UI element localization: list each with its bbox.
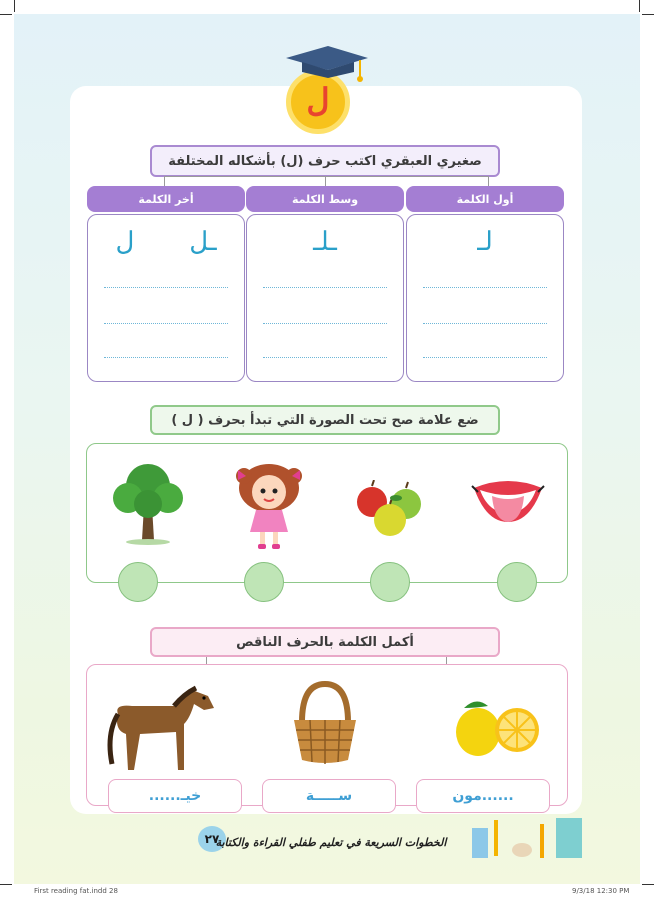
lemon-icon — [446, 694, 542, 760]
tree-icon — [112, 460, 184, 546]
section1-title: صغيري العبقري اكتب حرف (ل) بأشكاله المختلفة — [150, 145, 500, 177]
writing-line[interactable] — [423, 287, 547, 288]
writing-line[interactable] — [104, 357, 228, 358]
connector-line — [446, 657, 447, 664]
column-header-start: أول الكلمة — [406, 186, 564, 212]
writing-line[interactable] — [104, 287, 228, 288]
connector-line — [206, 657, 207, 664]
crop-mark — [642, 884, 654, 885]
badge-letter: ل — [306, 81, 330, 119]
connector-line — [164, 176, 165, 186]
crop-mark — [14, 0, 15, 12]
writing-column-middle[interactable] — [246, 214, 404, 382]
apples-icon — [352, 480, 428, 538]
crop-mark — [639, 0, 640, 12]
answer-circle[interactable] — [244, 562, 284, 602]
writing-column-end[interactable] — [87, 214, 245, 382]
writing-line[interactable] — [263, 357, 387, 358]
writing-line[interactable] — [263, 323, 387, 324]
writing-column-start[interactable] — [406, 214, 564, 382]
slug-file: First reading fat.indd 28 — [34, 887, 118, 895]
answer-box-lemon[interactable]: ......مون — [416, 779, 550, 813]
crop-mark — [0, 884, 12, 885]
letter-form: ل — [115, 227, 135, 257]
graduation-cap-icon — [284, 44, 370, 84]
connector-line — [488, 176, 489, 186]
writing-line[interactable] — [423, 357, 547, 358]
connector-line — [325, 176, 326, 186]
writing-line[interactable] — [423, 323, 547, 324]
writing-line[interactable] — [263, 287, 387, 288]
page-number: ٢٧ — [198, 826, 226, 852]
slug-date: 9/3/18 12:30 PM — [572, 887, 630, 895]
horse-icon — [104, 684, 218, 774]
answer-circle[interactable] — [118, 562, 158, 602]
answer-box-horse[interactable]: خيـ...... — [108, 779, 242, 813]
letter-form: ـلـ — [313, 227, 337, 257]
tongue-lips-icon — [470, 478, 546, 528]
column-header-end: أخر الكلمة — [87, 186, 245, 212]
crop-mark — [642, 14, 654, 15]
basket-icon — [290, 680, 360, 766]
connector-line — [164, 176, 488, 177]
answer-circle[interactable] — [497, 562, 537, 602]
doll-icon — [232, 462, 306, 552]
answer-box-basket[interactable]: ســـــة — [262, 779, 396, 813]
school-supplies-icon — [470, 814, 590, 864]
letter-form: لـ — [477, 227, 493, 257]
section2-title: ضع علامة صح تحت الصورة التي تبدأ بحرف ( ل ) — [150, 405, 500, 435]
letter-form: ـل — [189, 227, 217, 257]
crop-mark — [0, 14, 12, 15]
writing-line[interactable] — [104, 323, 228, 324]
answer-circle[interactable] — [370, 562, 410, 602]
column-header-middle: وسط الكلمة — [246, 186, 404, 212]
book-title: الخطوات السريعة في تعليم طفلي القراءة والكتابة — [215, 835, 447, 849]
section3-title: أكمل الكلمة بالحرف الناقص — [150, 627, 500, 657]
